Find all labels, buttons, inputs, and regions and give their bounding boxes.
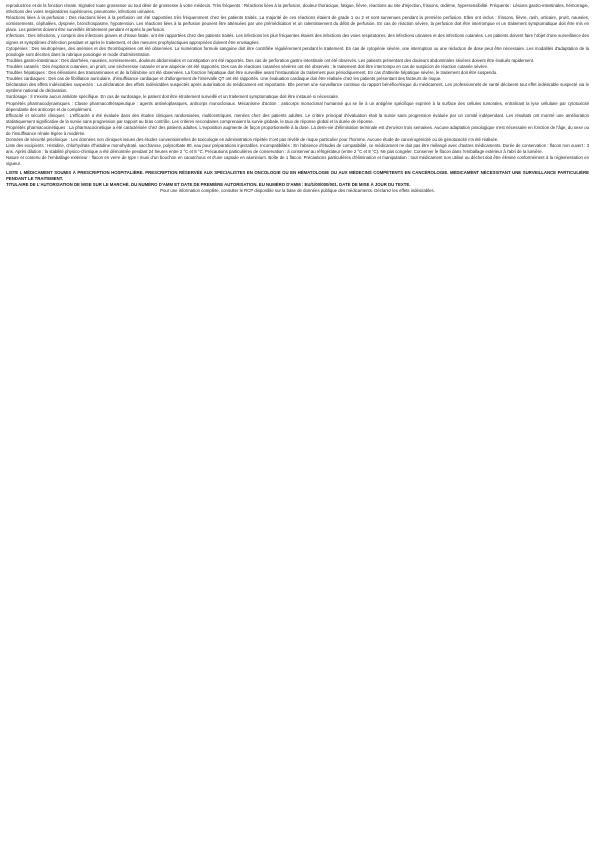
- paragraph: Troubles gastro-intestinaux : Des diarrhées, nausées, vomissements, douleurs abdominales et constipation ont été rapportés. Des cas de perforation gastro-intestinale ont été observés. Les patients présentant des douleurs abdominales sévères doivent être évalués rapidement.: [6, 57, 535, 63]
- paragraph: Troubles hépatiques : Des élévations des transaminases et de la bilirubine ont été observées. La fonction hépatique doit être surveillée avant l'instauration du traitement puis périodiquement. En cas d'atteinte hépatique sévère, le traitement doit être suspendu.: [6, 70, 498, 76]
- paragraph: Troubles cutanés : Des éruptions cutanées, un prurit, une sécheresse cutanée et une alopécie ont été rapportés. Des cas de réactions cutanées sévères ont été observés ; le traitement doit être interrompu en cas de suspicion de réaction cutanée sévère.: [6, 63, 489, 69]
- paragraph: Nature et contenu de l'emballage extérieur : flacon en verre de type I muni d'un bouchon en caoutchouc et d'une capsule en aluminium. Boîte de 1 flacon. Précautions particulières d'élimination et manipulation : tout médicament non utilisé ou déchet doit être éliminé conformément à la réglementation en vigueur.: [6, 155, 589, 167]
- paragraph: Efficacité et sécurité cliniques : L'efficacité a été évaluée dans des études cliniques randomisées, multicentriques, menées chez des patients adultes. Le critère principal d'évaluation était la survie sans progression évaluée par un comité indépendant. Les résultats ont montré une amélioration statistiquement significative de la survie sans progression par rapport au bras contrôle. Les critères secondaires comprenaient la survie globale, le taux de réponse global et la durée de réponse.: [6, 112, 589, 124]
- footer-note: Pour une information complète, consulter le RCP disponible sur la base de données publique des médicaments. Déclarez les effets indésirables.: [160, 187, 435, 193]
- paragraph: Surdosage : Il n'existe aucun antidote spécifique. En cas de surdosage, le patient doit être étroitement surveillé et un traitement symptomatique doit être instauré si nécessaire.: [6, 94, 340, 100]
- footer-line: TITULAIRE DE L'AUTORISATION DE MISE SUR LE MARCHÉ. DU NUMÉRO D'AMM ET DATE DE PREMIÈRE AUTORISATION. EU NUMÉRO D'AMM : EU/1/00/000/001. DATE DE MISE À JOUR DU TEXTE.: [6, 181, 411, 187]
- paragraph: Troubles cardiaques : Des cas de fibrillation auriculaire, d'insuffisance cardiaque et d'allongement de l'intervalle QT ont été rapportés. Une évaluation cardiaque doit être réalisée chez les patients présentant des facteurs de risque.: [6, 76, 442, 82]
- paragraph: Propriétés pharmacocinétiques : La pharmacocinétique a été caractérisée chez des patients adultes. L'exposition augmente de façon proportionnelle à la dose. La demi-vie d'élimination terminale est d'environ trois semaines. Aucune adaptation posologique n'est nécessaire en fonction de l'âge, du sexe ou de l'insuffisance rénale légère à modérée.: [6, 124, 589, 136]
- paragraph: Propriétés pharmacodynamiques : Classe pharmacothérapeutique : agents antinéoplasiques, anticorps monoclonaux. Mécanisme d'action : anticorps monoclonal humanisé qui se lie à un antigène spécifique exprimé à la surface des cellules tumorales, entraînant la lyse cellulaire par cytotoxicité dépendante des anticorps et du complément.: [6, 100, 589, 112]
- paragraph: reproductrice et de la fonction rénale. Signalez toute grossesse ou tout désir de grossesse à votre médecin. Très fréquents : Réactions liées à la perfusion, douleur thoracique, fatigue, fièvre, réactions au site d'injection, frissons, œdème, hypersensibilité. Fréquents : Lésions gastro-intestinales, hémorragie, infections des voies respiratoires supérieures, pneumonie, infections urinaires.: [6, 3, 589, 15]
- paragraph: Données de sécurité préclinique : Les données non cliniques issues des études conventionnelles de toxicologie en administration répétée n'ont pas révélé de risque particulier pour l'homme. Aucune étude de cancérogénicité ou de génotoxicité n'a été réalisée.: [6, 137, 499, 143]
- paragraph: Déclaration des effets indésirables suspectés : La déclaration des effets indésirables suspectés après autorisation du médicament est importante. Elle permet une surveillance continue du rapport bénéfice/risque du médicament. Les professionnels de santé déclarent tout effet indésirable suspecté via le système national de déclaration.: [6, 82, 589, 94]
- regulatory-footer: [6, 170, 589, 188]
- paragraph: Cytopénies : Des neutropénies, des anémies et des thrombopénies ont été observées. La numération formule sanguine doit être contrôlée régulièrement pendant le traitement. En cas de cytopénie sévère, une interruption ou une réduction de dose peut être nécessaire. Les modalités d'adaptation de la posologie sont décrites dans la rubrique posologie et mode d'administration.: [6, 45, 589, 57]
- footer-line: LISTE I. MÉDICAMENT SOUMIS À PRESCRIPTION HOSPITALIÈRE. PRESCRIPTION RÉSERVÉE AUX SPÉCIALISTES EN ONCOLOGIE OU EN HÉMATOLOGIE OU AUX MÉDECINS COMPÉTENTS EN CANCÉROLOGIE. MÉDICAMENT NÉCESSITANT UNE SURVEILLANCE PARTICULIÈRE PENDANT LE TRAITEMENT.: [6, 169, 589, 181]
- paragraph: Réactions liées à la perfusion : Des réactions liées à la perfusion ont été rapportées très fréquemment chez les patients traités. La majorité de ces réactions étaient de grade 1 ou 2 et sont survenues pendant la première perfusion. Elles ont inclus : frissons, fièvre, rash, urticaire, prurit, nausées, vomissements, céphalées, dyspnée, bronchospasme, hypotension. Les réactions liées à la perfusion peuvent être atténuées par une prémédication et un ralentissement du débit de perfusion. En cas de réaction sévère, la perfusion doit être interrompue et un traitement symptomatique doit être mis en place. Les patients doivent être surveillés étroitement pendant et après la perfusion.: [6, 15, 589, 33]
- paragraph: Infections : Des infections, y compris des infections graves et d'issue fatale, ont été rapportées chez des patients traités. Les infections les plus fréquentes étaient des infections des voies respiratoires, des infections urinaires et des infections cutanées. Les patients doivent faire l'objet d'une surveillance des signes et symptômes d'infection pendant et après le traitement, et des mesures prophylactiques appropriées doivent être envisagées.: [6, 33, 589, 45]
- document-body: [6, 3, 589, 168]
- paragraph: Liste des excipients : Histidine, chlorhydrate d'histidine monohydraté, saccharose, polysorbate 80, eau pour préparations injectables. Incompatibilités : En l'absence d'études de compatibilité, ce médicament ne doit pas être mélangé avec d'autres médicaments. Durée de conservation : flacon non ouvert : 3 ans. Après dilution : la stabilité physico-chimique a été démontrée pendant 24 heures entre 2 °C et 8 °C. Précautions particulières de conservation : à conserver au réfrigérateur (entre 2 °C et 8 °C). Ne pas congeler. Conserver le flacon dans l'emballage extérieur à l'abri de la lumière.: [6, 143, 589, 155]
